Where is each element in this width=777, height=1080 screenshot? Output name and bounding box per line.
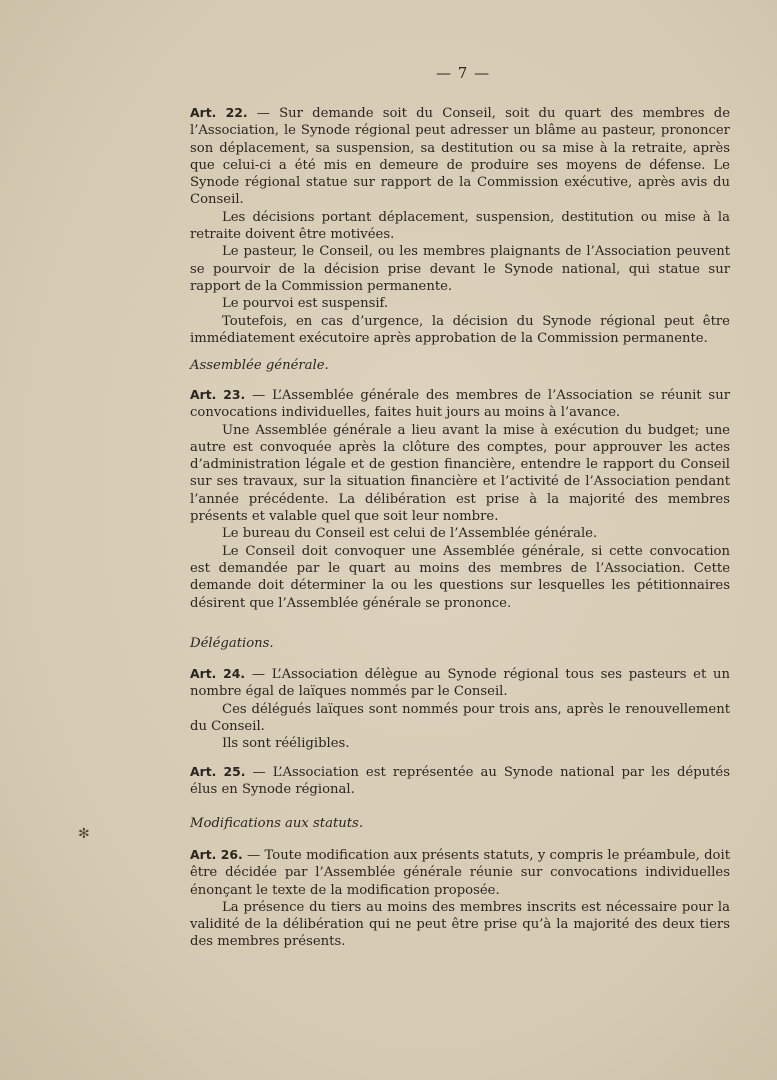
paragraph: La présence du tiers au moins des membres inscrits est nécessaire pour la validité de la délibération qui ne peut être prise qu’à la majorité des deux tiers des membres présents. [190,899,730,950]
article-25 [190,763,730,799]
article-label: Art. 24. [190,666,246,681]
paragraph: Ils sont rééligibles. [222,736,350,752]
paragraph: Ces délégués laïques sont nommés pour trois ans, après le renouvellement du Conseil. [190,701,730,734]
section-heading-delegations: Délégations. [190,636,274,651]
article-text: — Sur demande soit du Conseil, soit du quart des membres de l’Association, le Synode régional peut adresser un blâme au pasteur, prononcer son déplacement, sa suspension, sa destitution ou sa mise à la retraite, après que celui-ci a été mis en demeure de produire ses moyens de défense. Le Synode régional statue sur rapport de la Commission exécutive, après avis du Conseil. [190,106,731,208]
ink-blot-mark: ✻ [78,826,90,842]
article-text: — L’Assemblée générale des membres de l’Association se réunit sur convocations individuelles, faites huit jours au moins à l’avance. [190,388,730,421]
paragraph: Les décisions portant déplacement, suspension, destitution ou mise à la retraite doivent être motivées. [190,209,730,243]
paragraph: Une Assemblée générale a lieu avant la mise à exécution du budget; une autre est convoquée après la clôture des comptes, pour approuver les actes d’administration légale et de gestion financière, entendre le rapport du Conseil sur ses travaux, sur la situation financière et l’activité de l’Association pendant l’année précédente. La délibération est prise à la majorité des membres présents et valable quel que soit leur nombre. [190,422,730,525]
article-26 [190,846,730,951]
page-number: — 7 — [436,64,491,82]
article-label: Art. 23. [190,387,246,402]
article-22 [190,104,730,347]
article-label: Art. 22. [190,105,248,120]
paragraph: Le Conseil doit convoquer une Assemblée générale, si cette convocation est demandée par le quart au moins des membres de l’Association. Cette demande doit déterminer la ou les questions sur lesquelles les pétitionnaires désirent que l’Assemblée générale se prononce. [190,543,730,611]
article-label: Art. 26. [190,847,243,862]
article-23 [190,386,730,612]
section-heading-assemblee: Assemblée générale. [190,358,329,373]
article-24 [190,665,730,752]
article-text: — L’Association délègue au Synode régional tous ses pasteurs et un nombre égal de laïques nommés par le Conseil. [190,667,731,700]
paragraph: Le bureau du Conseil est celui de l’Assemblée générale. [222,526,598,542]
paragraph: Le pasteur, le Conseil, ou les membres plaignants de l’Association peuvent se pourvoir de la décision prise devant le Synode national, qui statue sur rapport de la Commission permanente. [190,244,730,294]
article-text: — L’Association est représentée au Synode national par les députés élus en Synode régional. [190,765,730,798]
article-label: Art. 25. [190,764,246,779]
paragraph: Le pourvoi est suspensif. [222,296,389,312]
article-text: — Toute modification aux présents statuts, y compris le préambule, doit être décidée par l’Assemblée générale réunie sur convocations individuelles énonçant le texte de la modification proposée. [190,848,730,898]
section-heading-modifications: Modifications aux statuts. [190,816,364,831]
paragraph: Toutefois, en cas d’urgence, la décision du Synode régional peut être immédiatement exécutoire après approbation de la Commission permanente. [190,313,730,346]
